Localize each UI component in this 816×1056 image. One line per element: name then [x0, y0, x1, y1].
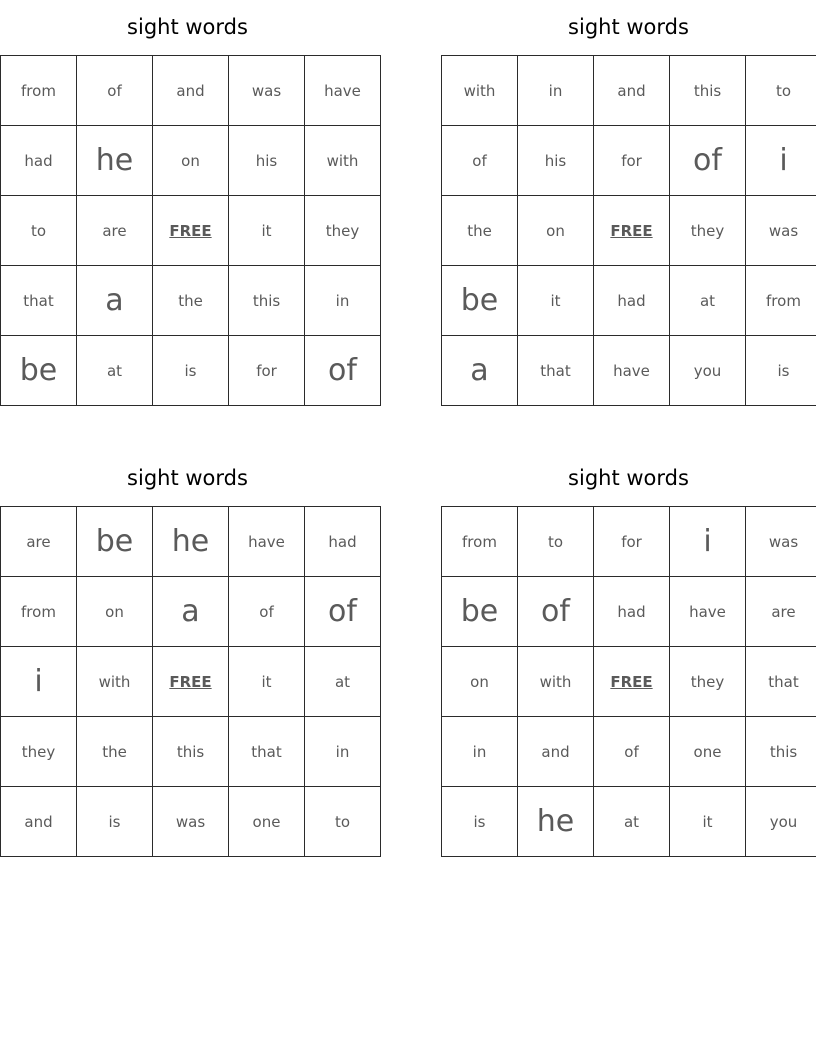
word-cell: have: [594, 336, 670, 406]
word-cell: this: [229, 266, 305, 336]
word-cell: from: [1, 56, 77, 126]
grid-row: [1, 647, 381, 717]
word-cell: he: [153, 507, 229, 577]
word-cell: of: [594, 717, 670, 787]
word-cell: are: [1, 507, 77, 577]
word-cell: in: [518, 56, 594, 126]
word-cell: had: [305, 507, 381, 577]
word-cell: of: [670, 126, 746, 196]
word-cell: this: [153, 717, 229, 787]
word-cell: was: [229, 56, 305, 126]
bingo-grid: [441, 506, 816, 857]
word-cell: from: [442, 507, 518, 577]
word-cell: to: [305, 787, 381, 857]
word-cell: the: [77, 717, 153, 787]
word-cell: that: [746, 647, 816, 717]
word-cell: a: [153, 577, 229, 647]
grid-row: [1, 56, 381, 126]
grid-row: [1, 126, 381, 196]
word-cell: and: [153, 56, 229, 126]
word-cell: for: [594, 507, 670, 577]
word-cell: one: [670, 717, 746, 787]
grid-row: [442, 196, 816, 266]
word-cell: of: [305, 577, 381, 647]
free-space-cell: FREE: [153, 647, 229, 717]
grid-row: [1, 266, 381, 336]
grid-row: [1, 336, 381, 406]
word-cell: i: [670, 507, 746, 577]
word-cell: to: [1, 196, 77, 266]
grid-row: [442, 577, 816, 647]
word-cell: he: [518, 787, 594, 857]
word-cell: of: [305, 336, 381, 406]
word-cell: that: [229, 717, 305, 787]
card-title: sight words: [127, 466, 248, 490]
grid-row: [442, 507, 816, 577]
word-cell: in: [442, 717, 518, 787]
word-cell: it: [518, 266, 594, 336]
word-cell: with: [518, 647, 594, 717]
word-cell: at: [305, 647, 381, 717]
grid-row: [442, 126, 816, 196]
word-cell: at: [77, 336, 153, 406]
grid-row: [442, 56, 816, 126]
word-cell: it: [229, 196, 305, 266]
word-cell: and: [1, 787, 77, 857]
card-title: sight words: [568, 15, 689, 39]
word-cell: on: [518, 196, 594, 266]
word-cell: for: [594, 126, 670, 196]
grid-row: [1, 196, 381, 266]
word-cell: with: [442, 56, 518, 126]
word-cell: on: [153, 126, 229, 196]
grid-row: [442, 647, 816, 717]
word-cell: have: [305, 56, 381, 126]
word-cell: be: [77, 507, 153, 577]
word-cell: and: [518, 717, 594, 787]
word-cell: was: [746, 196, 816, 266]
card-title: sight words: [568, 466, 689, 490]
grid-row: [442, 787, 816, 857]
word-cell: of: [442, 126, 518, 196]
card-title: sight words: [127, 15, 248, 39]
free-space-cell: FREE: [594, 647, 670, 717]
word-cell: in: [305, 717, 381, 787]
word-cell: at: [670, 266, 746, 336]
word-cell: is: [77, 787, 153, 857]
word-cell: from: [1, 577, 77, 647]
grid-row: [1, 787, 381, 857]
word-cell: have: [229, 507, 305, 577]
word-cell: one: [229, 787, 305, 857]
word-cell: it: [670, 787, 746, 857]
word-cell: his: [518, 126, 594, 196]
grid-row: [1, 717, 381, 787]
word-cell: be: [442, 577, 518, 647]
word-cell: is: [746, 336, 816, 406]
word-cell: his: [229, 126, 305, 196]
word-cell: be: [1, 336, 77, 406]
grid-row: [1, 577, 381, 647]
word-cell: is: [153, 336, 229, 406]
word-cell: and: [594, 56, 670, 126]
word-cell: the: [442, 196, 518, 266]
word-cell: i: [1, 647, 77, 717]
word-cell: he: [77, 126, 153, 196]
word-cell: was: [153, 787, 229, 857]
word-cell: are: [746, 577, 816, 647]
word-cell: you: [670, 336, 746, 406]
word-cell: it: [229, 647, 305, 717]
word-cell: in: [305, 266, 381, 336]
word-cell: to: [746, 56, 816, 126]
word-cell: are: [77, 196, 153, 266]
word-cell: i: [746, 126, 816, 196]
word-cell: they: [670, 196, 746, 266]
word-cell: of: [77, 56, 153, 126]
word-cell: that: [518, 336, 594, 406]
word-cell: a: [77, 266, 153, 336]
word-cell: they: [305, 196, 381, 266]
word-cell: from: [746, 266, 816, 336]
word-cell: a: [442, 336, 518, 406]
word-cell: for: [229, 336, 305, 406]
word-cell: with: [77, 647, 153, 717]
free-space-cell: FREE: [153, 196, 229, 266]
word-cell: to: [518, 507, 594, 577]
word-cell: you: [746, 787, 816, 857]
word-cell: this: [670, 56, 746, 126]
grid-row: [442, 266, 816, 336]
word-cell: at: [594, 787, 670, 857]
word-cell: with: [305, 126, 381, 196]
word-cell: be: [442, 266, 518, 336]
word-cell: of: [229, 577, 305, 647]
word-cell: that: [1, 266, 77, 336]
word-cell: on: [77, 577, 153, 647]
word-cell: had: [1, 126, 77, 196]
grid-row: [1, 507, 381, 577]
word-cell: was: [746, 507, 816, 577]
word-cell: the: [153, 266, 229, 336]
word-cell: had: [594, 577, 670, 647]
word-cell: is: [442, 787, 518, 857]
grid-row: [442, 717, 816, 787]
word-cell: this: [746, 717, 816, 787]
word-cell: have: [670, 577, 746, 647]
word-cell: on: [442, 647, 518, 717]
word-cell: they: [1, 717, 77, 787]
free-space-cell: FREE: [594, 196, 670, 266]
bingo-grid: [0, 55, 381, 406]
word-cell: of: [518, 577, 594, 647]
grid-row: [442, 336, 816, 406]
bingo-grid: [441, 55, 816, 406]
word-cell: they: [670, 647, 746, 717]
word-cell: had: [594, 266, 670, 336]
bingo-grid: [0, 506, 381, 857]
